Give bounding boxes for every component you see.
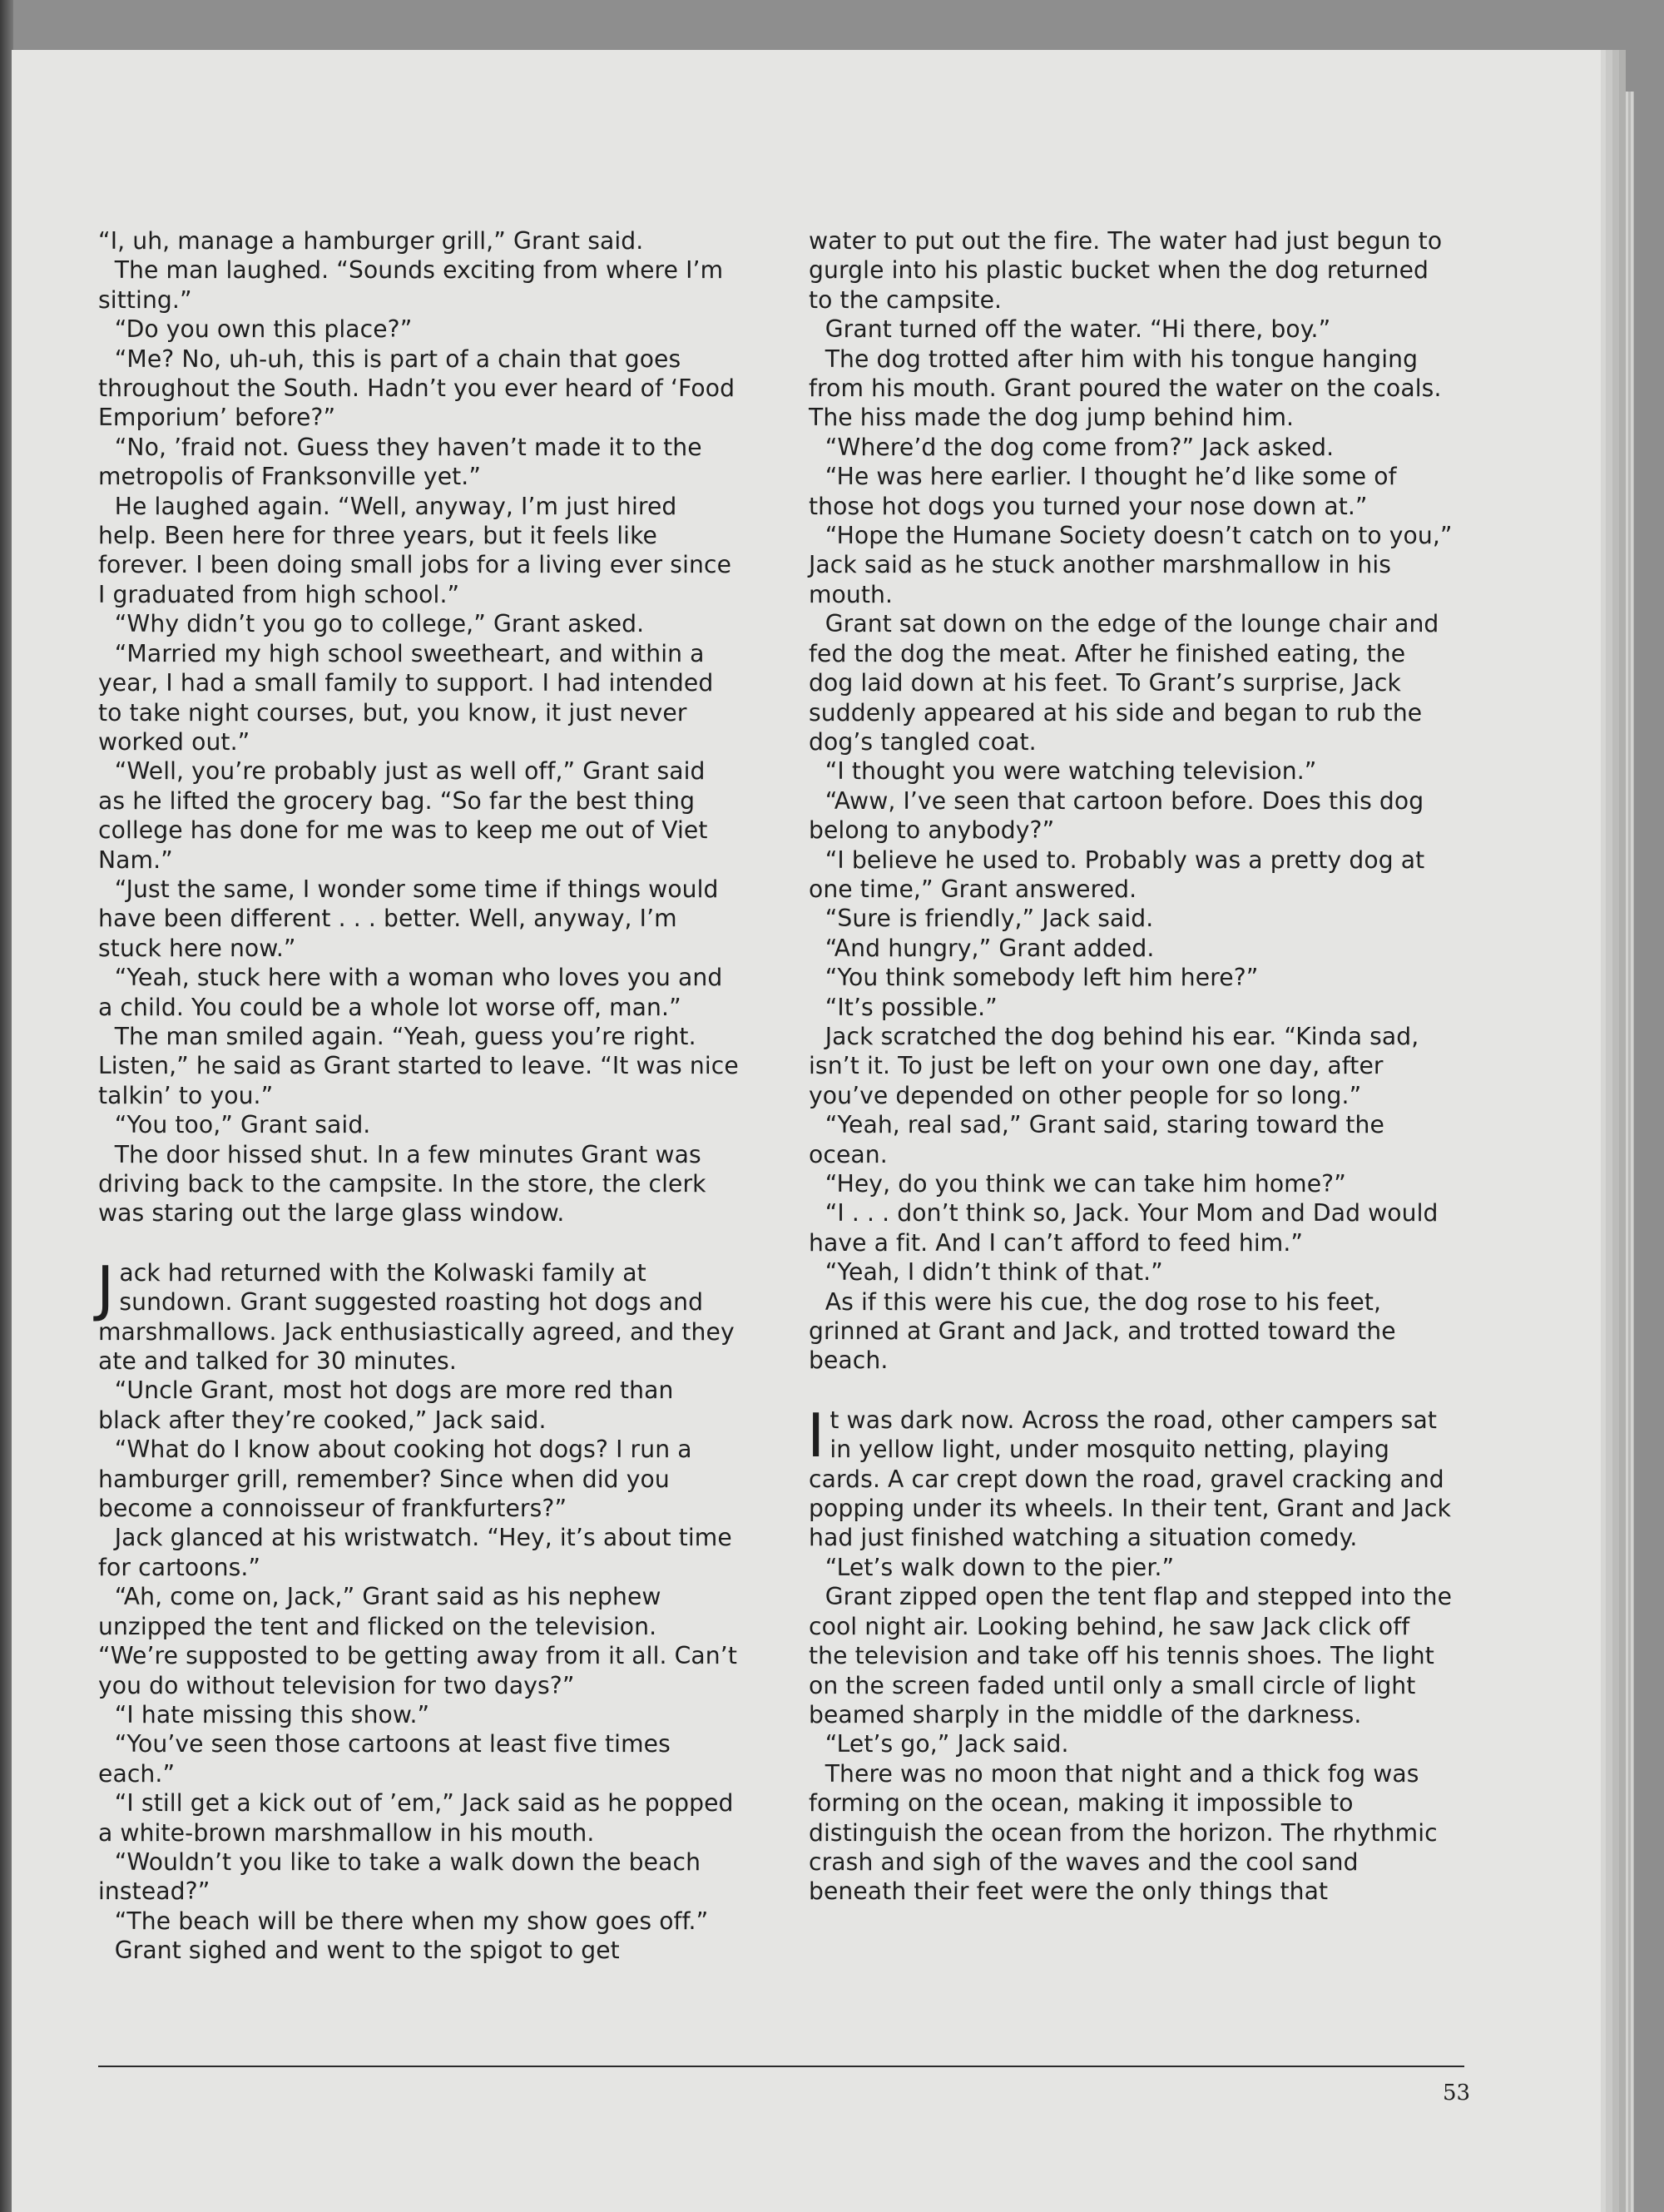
drop-cap: J	[97, 1252, 115, 1323]
paragraph: The dog trotted after him with his tongue hanging from his mouth. Grant poured the water on the coals. The hiss made the dog jump behind him.	[809, 345, 1442, 432]
paragraph: “I believe he used to. Probably was a pretty dog at one time,” Grant answered.	[809, 846, 1425, 903]
paragraph: “I thought you were watching television.”	[825, 757, 1317, 786]
left-column	[98, 226, 739, 1966]
paragraph: “Yeah, stuck here with a woman who loves you and a child. You could be a whole lot worse off, man.”	[98, 964, 723, 1021]
paragraph: He laughed again. “Well, anyway, I’m just hired help. Been here for three years, but it feels like forever. I been doing small jobs for a living ever since I graduated from high school.”	[98, 492, 732, 608]
right-column-before-break	[809, 315, 1454, 1376]
paragraph: “Let’s go,” Jack said.	[825, 1730, 1069, 1758]
paragraph: “Aww, I’ve seen that cartoon before. Does this dog belong to anybody?”	[809, 786, 1424, 845]
right-column	[809, 226, 1454, 1907]
paragraph: “Do you own this place?”	[114, 315, 413, 344]
page-stack-edge	[1601, 92, 1634, 2212]
paragraph: The man laughed. “Sounds exciting from where I’m sitting.”	[98, 256, 724, 314]
drop-cap: I	[807, 1400, 825, 1471]
paragraph: “Wouldn’t you like to take a walk down the beach instead?”	[98, 1847, 701, 1906]
paragraph: Grant sat down on the edge of the lounge chair and fed the dog the meat. After he finished eating, the dog laid down at his feet. To Grant’s surprise, Jack suddenly appeared at his side and began to rub the dog’s tangled coat.	[809, 610, 1439, 756]
paragraph: “Yeah, I didn’t think of that.”	[825, 1258, 1163, 1287]
footer-rule	[98, 2066, 1464, 2067]
paragraph: “Hey, do you think we can take him home?”	[825, 1170, 1346, 1198]
left-column-before-break	[98, 226, 739, 1228]
paragraph: “Yeah, real sad,” Grant said, staring toward the ocean.	[809, 1111, 1384, 1168]
paragraph: The man smiled again. “Yeah, guess you’re right. Listen,” he said as Grant started to leave. “It was nice talkin’ to you.”	[98, 1022, 739, 1109]
paragraph: “I still get a kick out of ’em,” Jack said as he popped a white-brown marshmallow in his mouth.	[98, 1789, 734, 1847]
paragraph: “No, ’fraid not. Guess they haven’t made it to the metropolis of Franksonville yet.”	[98, 433, 702, 491]
paragraph: “Where’d the dog come from?” Jack asked.	[825, 433, 1335, 461]
page-number: 53	[1443, 2081, 1471, 2105]
paragraph: “Ah, come on, Jack,” Grant said as his nephew unzipped the tent and flicked on the television. “We’re supposted to be getting away from it all. Can’t you do without television for two days?”	[98, 1583, 737, 1699]
paragraph: “Uncle Grant, most hot dogs are more red than black after they’re cooked,” Jack said.	[98, 1376, 674, 1434]
continuation-paragraph: water to put out the fire. The water had just begun to gurgle into his plastic bucket when the dog returned to the campsite.	[809, 227, 1443, 314]
paragraph: Grant sighed and went to the spigot to get	[114, 1937, 620, 1965]
section-opening-paragraph	[97, 1252, 739, 1376]
paragraph: “Me? No, uh-uh, this is part of a chain that goes throughout the South. Hadn’t you ever heard of ‘Food Emporium’ before?”	[98, 345, 735, 432]
paragraph: “Hope the Humane Society doesn’t catch on to you,” Jack said as he stuck another marshmallow in his mouth.	[809, 522, 1453, 608]
paragraph: “What do I know about cooking hot dogs? I run a hamburger grill, remember? Since when did you become a connoisseur of frankfurters?”	[98, 1436, 692, 1523]
paragraph: “I hate missing this show.”	[114, 1700, 430, 1728]
section-opening-text: t was dark now. Across the road, other campers sat in yellow light, under mosquito netting, playing cards. A car crept down the road, gravel cracking and popping under its wheels. In their tent, Grant and Jack had just finished watching a situation comedy.	[809, 1406, 1452, 1552]
paragraph: Grant zipped open the tent flap and stepped into the cool night air. Looking behind, he saw Jack click off the television and take off his tennis shoes. The light on the screen faded until only a small circle of light beamed sharply in the middle of the darkness.	[809, 1583, 1453, 1728]
section-opening-paragraph	[807, 1400, 1454, 1553]
paragraph: “You too,” Grant said.	[114, 1111, 371, 1139]
paragraph: “Well, you’re probably just as well off,” Grant said as he lifted the grocery bag. “So far the best thing college has done for me was to keep me out of Viet Nam.”	[98, 757, 708, 874]
paragraph: Jack scratched the dog behind his ear. “Kinda sad, isn’t it. To just be left on your own one day, after you’ve depended on other people for so long.”	[809, 1022, 1419, 1109]
paragraph: There was no moon that night and a thick fog was forming on the ocean, making it impossible to distinguish the ocean from the horizon. The rhythmic crash and sigh of the waves and the cool sand beneath their feet were the only things that	[809, 1759, 1438, 1906]
paragraph: “He was here earlier. I thought he’d like some of those hot dogs you turned your nose down at.”	[809, 463, 1397, 520]
paragraph: Jack glanced at his wristwatch. “Hey, it’s about time for cartoons.”	[98, 1524, 732, 1581]
paragraph: “I, uh, manage a hamburger grill,” Grant said.	[98, 227, 644, 255]
paragraph: “Just the same, I wonder some time if things would have been different . . . better. Well, anyway, I’m stuck here now.”	[98, 875, 719, 962]
paragraph: “Sure is friendly,” Jack said.	[825, 905, 1154, 933]
paragraph: Grant turned off the water. “Hi there, boy.”	[825, 315, 1331, 344]
left-column-after-break	[98, 1376, 739, 1965]
paragraph: The door hissed shut. In a few minutes Grant was driving back to the campsite. In the store, the clerk was staring out the large glass window.	[98, 1140, 706, 1228]
paragraph: “You’ve seen those cartoons at least five times each.”	[98, 1730, 671, 1788]
section-opening-text: ack had returned with the Kolwaski family at sundown. Grant suggested roasting hot dogs and marshmallows. Jack enthusiastically agreed, and they ate and talked for 30 minutes.	[98, 1258, 735, 1376]
paragraph: “And hungry,” Grant added.	[825, 934, 1155, 962]
right-column-after-break	[809, 1553, 1454, 1907]
paragraph: As if this were his cue, the dog rose to his feet, grinned at Grant and Jack, and trotted toward the beach.	[809, 1287, 1396, 1375]
paragraph: “Let’s walk down to the pier.”	[825, 1553, 1175, 1581]
paragraph: “It’s possible.”	[825, 993, 998, 1021]
paragraph: “I . . . don’t think so, Jack. Your Mom and Dad would have a fit. And I can’t afford to feed him.”	[809, 1199, 1439, 1257]
paragraph: “The beach will be there when my show goes off.”	[114, 1907, 709, 1935]
paragraph: “You think somebody left him here?”	[825, 964, 1259, 992]
paragraph: “Married my high school sweetheart, and within a year, I had a small family to support. I had intended to take night courses, but, you know, it just never worked out.”	[98, 639, 714, 756]
paragraph: “Why didn’t you go to college,” Grant asked.	[114, 610, 645, 638]
